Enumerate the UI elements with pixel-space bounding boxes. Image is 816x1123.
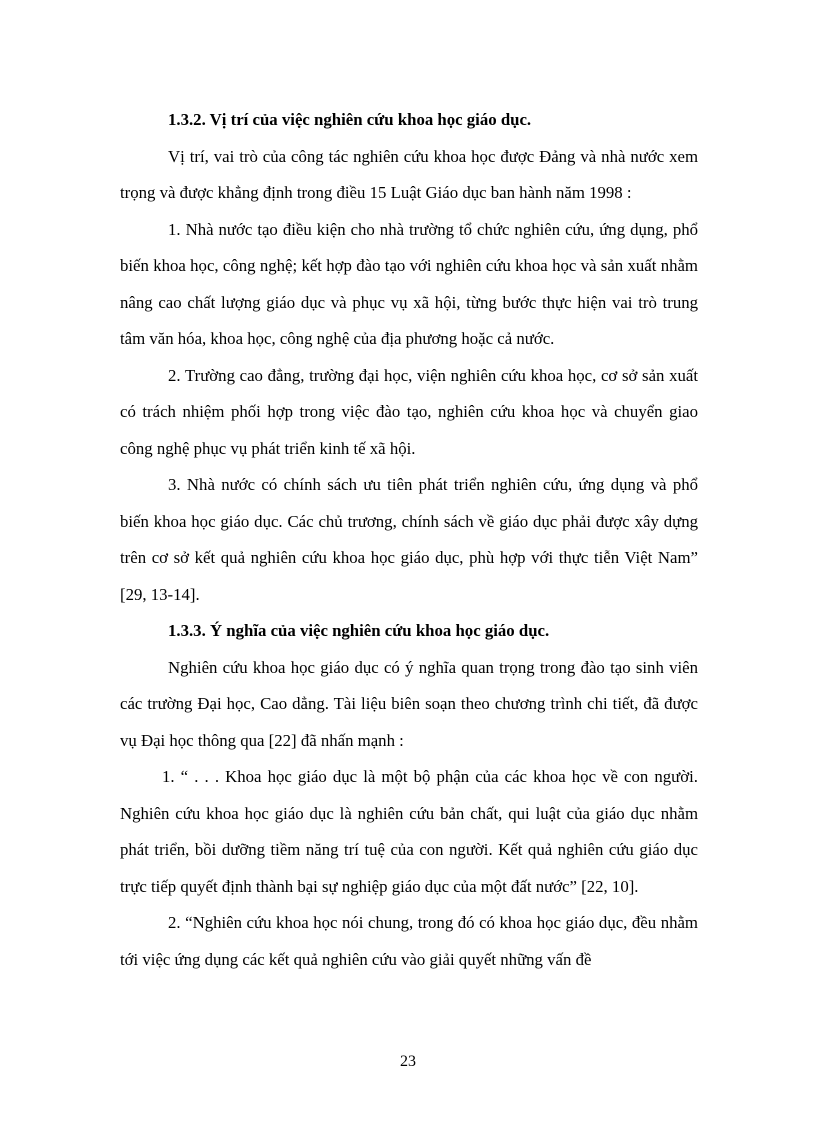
section-heading-1-3-2: 1.3.2. Vị trí của việc nghiên cứu khoa học giáo dục. — [168, 110, 532, 129]
document-body — [120, 102, 698, 978]
paragraph-position-intro: Vị trí, vai trò của công tác nghiên cứu khoa học được Đảng và nhà nước xem trọng và được khẳng định trong điều 15 Luật Giáo dục ban hành năm 1998 : — [120, 146, 698, 202]
paragraph-clause-2: 2. Trường cao đẳng, trường đại học, viện nghiên cứu khoa học, cơ sở sản xuất có trách nhiệm phối hợp trong việc đào tạo, nghiên cứu khoa học và chuyển giao công nghệ phục vụ phát triển kinh tế xã hội. — [120, 365, 698, 458]
paragraph-clause-1: 1. Nhà nước tạo điều kiện cho nhà trường tổ chức nghiên cứu, ứng dụng, phổ biến khoa học, công nghệ; kết hợp đào tạo với nghiên cứu khoa học và sản xuất nhằm nâng cao chất lượng giáo dục và phục vụ xã hội, từng bước thực hiện vai trò trung tâm văn hóa, khoa học, công nghệ của địa phương hoặc cả nước. — [120, 219, 698, 348]
paragraph-quote-2: 2. “Nghiên cứu khoa học nói chung, trong đó có khoa học giáo dục, đều nhằm tới việc ứng dụng các kết quả nghiên cứu vào giải quyết những vấn đề — [120, 913, 698, 969]
section-heading-1-3-3: 1.3.3. Ý nghĩa của việc nghiên cứu khoa học giáo dục. — [168, 621, 550, 640]
paragraph-clause-3: 3. Nhà nước có chính sách ưu tiên phát triển nghiên cứu, ứng dụng và phổ biến khoa học giáo dục. Các chủ trương, chính sách về giáo dục phải được xây dựng trên cơ sở kết quả nghiên cứu khoa học giáo dục, phù hợp với thực tiễn Việt Nam” [29, 13-14]. — [120, 475, 698, 604]
paragraph-significance-intro: Nghiên cứu khoa học giáo dục có ý nghĩa quan trọng trong đào tạo sinh viên các trường Đại học, Cao dẳng. Tài liệu biên soạn theo chương trình chi tiết, đã được vụ Đại học thông qua [22] đã nhấn mạnh : — [120, 657, 698, 750]
paragraph-quote-1: 1. “ . . . Khoa học giáo dục là một bộ phận của các khoa học về con người. Nghiên cứu khoa học giáo dục là nghiên cứu bản chất, qui luật của giáo dục nhằm phát triển, bồi dưỡng tiềm năng trí tuệ của con người. Kết quả nghiên cứu giáo dục trực tiếp quyết định thành bại sự nghiệp giáo dục của một đất nước” [22, 10]. — [120, 767, 698, 896]
page-number: 23 — [400, 1053, 416, 1070]
